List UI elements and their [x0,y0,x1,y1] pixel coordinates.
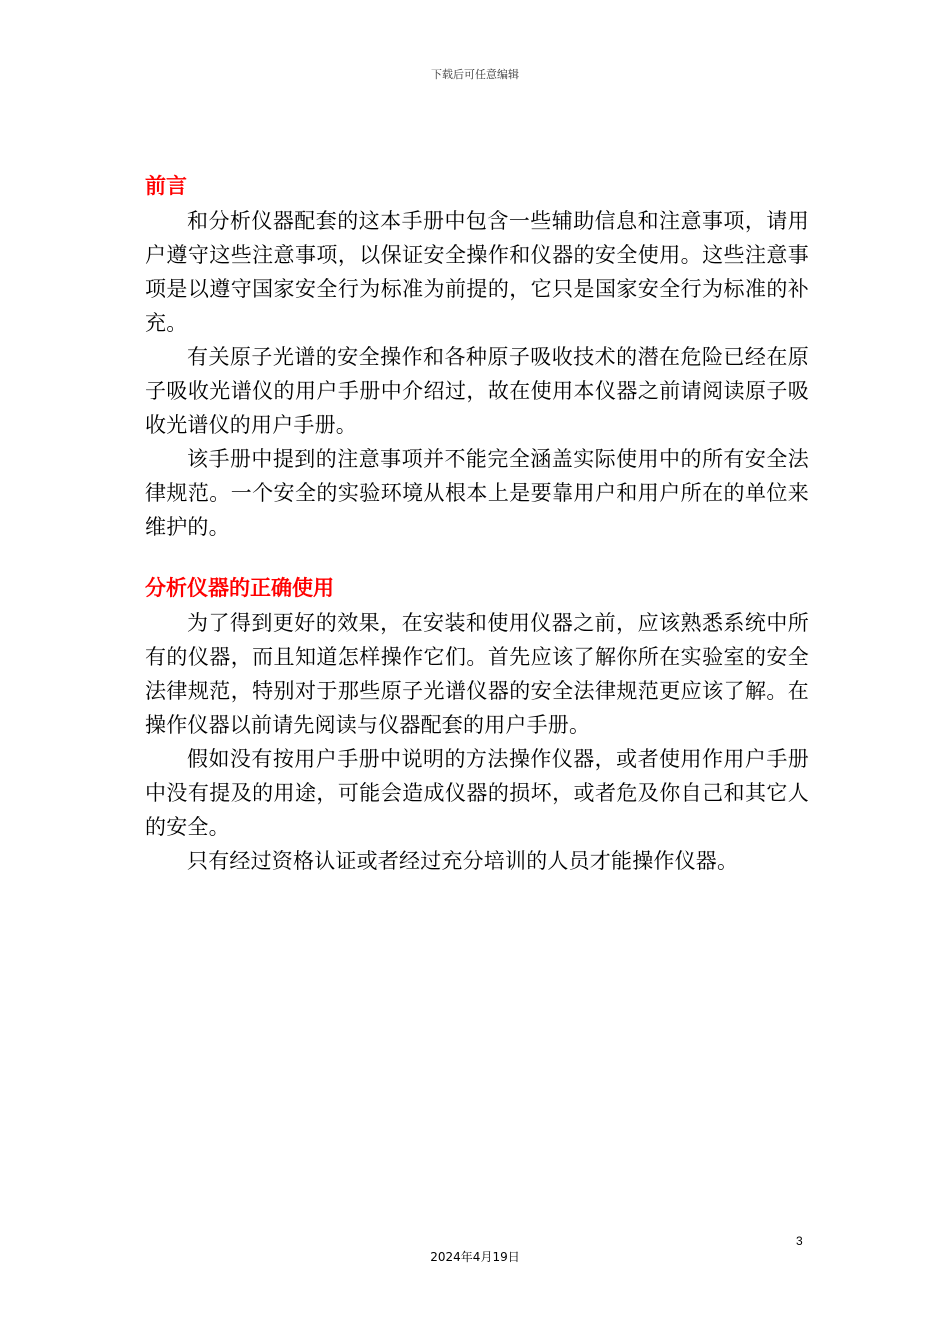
preface-paragraph-2: 有关原子光谱的安全操作和各种原子吸收技术的潜在危险已经在原子吸收光谱仪的用户手册中介绍过，故在使用本仪器之前请阅读原子吸收光谱仪的用户手册。 [145,345,809,437]
page-number: 3 [796,1234,803,1248]
correct-use-paragraph-2: 假如没有按用户手册中说明的方法操作仪器，或者使用作用户手册中没有提及的用途，可能会造成仪器的损坏，或者危及你自己和其它人的安全。 [145,747,809,839]
document-body [145,168,809,878]
preface-paragraph-3: 该手册中提到的注意事项并不能完全涵盖实际使用中的所有安全法律规范。一个安全的实验环境从根本上是要靠用户和用户所在的单位来维护的。 [145,447,809,539]
section-title-correct-use: 分析仪器的正确使用 [145,576,334,600]
section-title-preface: 前言 [145,174,187,198]
page-header-note: 下载后可任意编辑 [431,68,519,81]
footer-date: 2024年4月19日 [430,1250,520,1264]
correct-use-paragraph-1: 为了得到更好的效果，在安装和使用仪器之前，应该熟悉系统中所有的仪器，而且知道怎样操作它们。首先应该了解你所在实验室的安全法律规范，特别对于那些原子光谱仪器的安全法律规范更应该了解。在操作仪器以前请先阅读与仪器配套的用户手册。 [145,611,809,737]
section-spacer [145,544,809,570]
correct-use-paragraph-3: 只有经过资格认证或者经过充分培训的人员才能操作仪器。 [187,849,739,873]
preface-paragraph-1: 和分析仪器配套的这本手册中包含一些辅助信息和注意事项，请用户遵守这些注意事项，以保证安全操作和仪器的安全使用。这些注意事项是以遵守国家安全行为标准为前提的，它只是国家安全行为标准的补充。 [145,209,809,335]
